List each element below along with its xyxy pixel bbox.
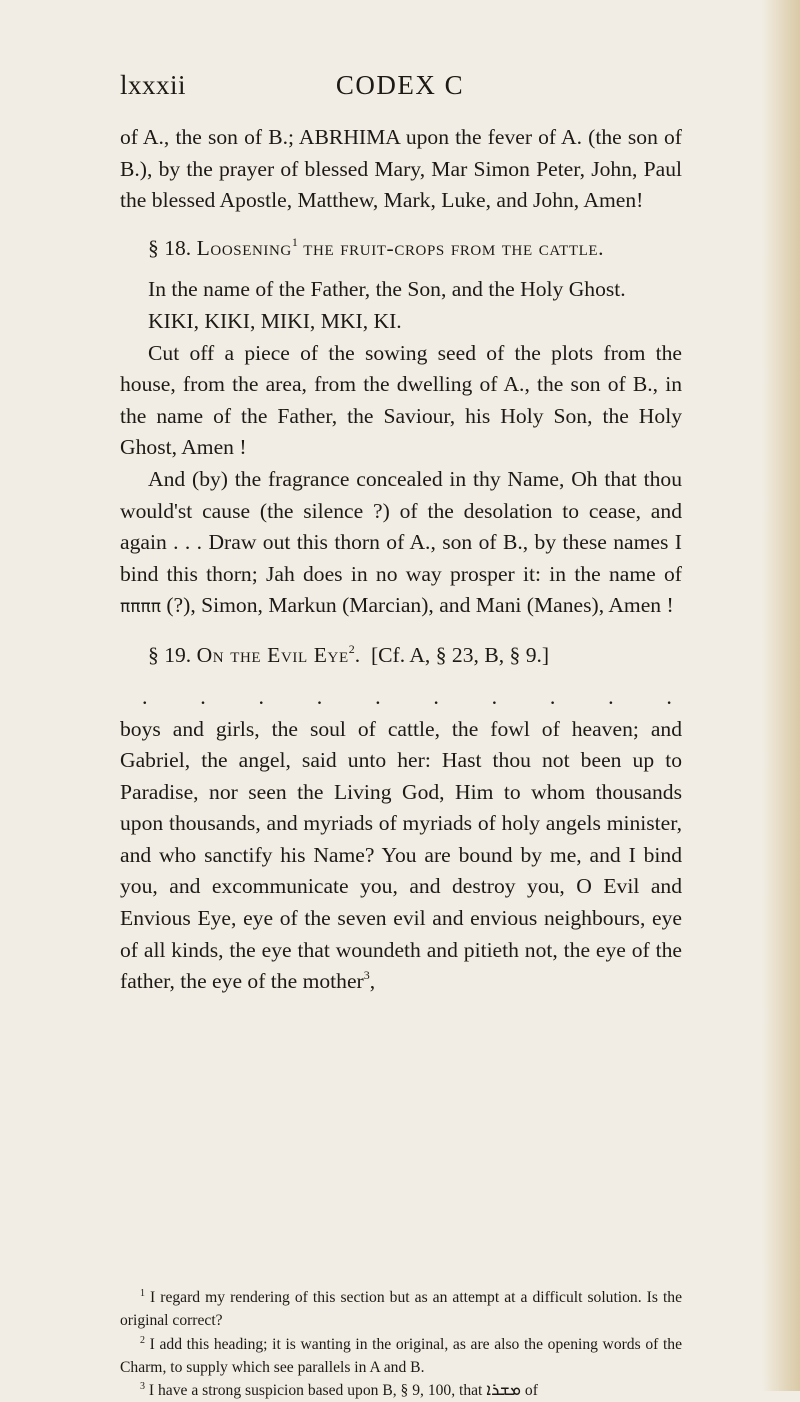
syriac-word: ܡܫܪܐ — [486, 1380, 522, 1401]
footnote-ref: 1 — [291, 234, 298, 249]
section-heading-18 — [120, 233, 682, 265]
page-header — [120, 70, 680, 110]
paragraph-text: And (by) the fragrance concealed in thy Name, Oh that thou would'st cause (the silence ?) of the desolation to cease, and again . . . Draw out this thorn of A., son of B., by these names I bind this thorn; Jah does in no way prosper it: in the name of — [120, 466, 682, 586]
main-text — [120, 122, 682, 998]
paragraph — [120, 714, 682, 998]
running-head: CODEX C — [335, 70, 465, 100]
footnote-text: I have a strong suspicion based upon B, § 9, 100, that — [148, 1382, 483, 1400]
paragraph — [120, 464, 682, 624]
section-number: § 19. — [148, 642, 192, 667]
paragraph-text: (?), Simon, Markun (Marcian), and Mani (Manes), Amen ! — [166, 593, 674, 618]
dot: . — [549, 683, 556, 709]
section-title: On the Evil Eye — [196, 642, 349, 667]
dot: . — [375, 683, 381, 709]
hebrew-word: ππππ — [120, 597, 161, 618]
folio-number: lxxxii — [120, 70, 187, 100]
page-edge-shading — [762, 0, 800, 1391]
charm-words: KIKI, KIKI, MIKI, MKI, KI. — [148, 308, 402, 333]
paragraph: of A., the son of B.; ABRHIMA upon the fever of A. (the son of B.), by the prayer of blessed Mary, Mar Simon Peter, John, Paul the blessed Apostle, Matthew, Mark, Luke, and John, Amen! — [120, 125, 682, 213]
dot: . — [258, 683, 265, 709]
section-title-rest: the fruit-crops from the cattle. — [303, 235, 605, 260]
footnote-mark: 3 — [140, 1381, 145, 1393]
dot: . — [142, 683, 148, 709]
footnotes — [120, 1286, 682, 1402]
footnote — [120, 1286, 682, 1333]
footnote-mark: 2 — [140, 1334, 145, 1346]
section-title: Loosening — [196, 235, 292, 260]
footnote-ref: 3 — [363, 968, 370, 983]
paragraph: In the name of the Father, the Son, and the Holy Ghost. — [148, 277, 626, 302]
footnote-mark: 1 — [140, 1288, 145, 1299]
dot: . — [200, 683, 206, 709]
footnote-text: I regard my rendering of this section but as an attempt at a difficult solution. Is the original correct? — [120, 1289, 682, 1330]
footnote-text: I add this heading; it is wanting in the original, as are also the opening words of the Charm, to supply which see parallels in A and B. — [120, 1335, 682, 1376]
footnote-ref: 2 — [348, 641, 355, 656]
paragraph: Cut off a piece of the sowing seed of the plots from the house, from the area, from the dwelling of A., the son of B., in the name of the Father, the Saviour, his Holy Son, the Holy Ghost, Amen ! — [120, 340, 682, 460]
footnote — [120, 1333, 682, 1380]
lacuna-dots — [120, 682, 682, 712]
dot: . — [316, 683, 323, 709]
cross-reference: [Cf. A, § 23, B, § 9.] — [370, 642, 550, 667]
section-number: § 18. — [148, 235, 192, 260]
footnote-text: of — [524, 1382, 538, 1400]
punctuation: , — [369, 969, 376, 994]
dot: . — [608, 683, 614, 709]
dot: . — [433, 683, 439, 709]
paragraph-text: boys and girls, the soul of cattle, the fowl of heaven; and Gabriel, the angel, said unto her: Hast thou not been up to Paradise, nor seen the Living God, Him to whom thousands upon thousands, and myriads of myriads of holy angels minister, and who sanctify his Name? You are bound by me, and I bind you, and excommunicate you, and destroy you, O Evil and Envious Eye, eye of the seven evil and envious neighbours, eye of all kinds, the eye that woundeth and pitieth not, the eye of the father, the eye of the mother — [120, 716, 682, 994]
dot: . — [491, 683, 498, 709]
dot: . — [666, 683, 672, 709]
section-heading-19: § 19. On the Evil Eye$^2$. [Cf. A, § 23, B, § 9.] — [148, 641, 550, 667]
